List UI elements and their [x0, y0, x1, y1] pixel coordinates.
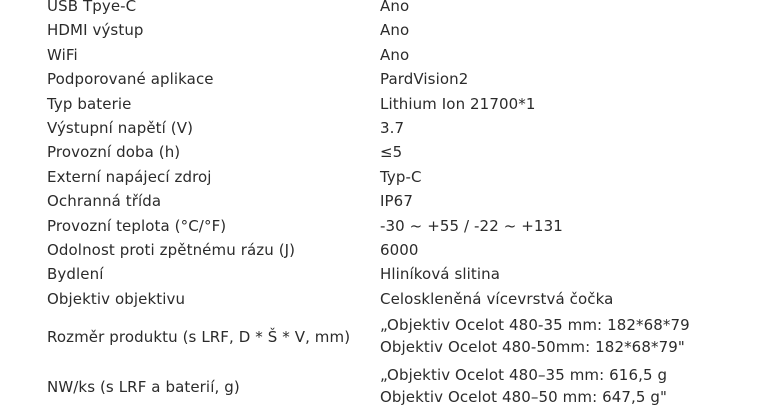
spec-label: Ochranná třída: [47, 192, 162, 211]
spec-value: [380, 361, 747, 411]
spec-row-recoil-resistance: [47, 238, 747, 262]
spec-row-battery-type: [47, 92, 747, 116]
spec-row-net-weight: [47, 361, 747, 411]
spec-label: Provozní teplota (°C/°F): [47, 216, 227, 235]
spec-value-line: Objektiv Ocelot 480-50mm: 182*68*79": [380, 338, 685, 357]
spec-value: Ano: [380, 0, 410, 15]
spec-row-product-dimensions: [47, 311, 747, 361]
spec-label: HDMI výstup: [47, 21, 144, 40]
spec-row-output-voltage: [47, 116, 747, 140]
spec-value: Celoskleněná vícevrstvá čočka: [380, 289, 614, 308]
spec-row-usb-type-c: [47, 0, 747, 18]
spec-value: 6000: [380, 241, 419, 260]
spec-value: ≤5: [380, 143, 403, 162]
spec-row-objective-lens: [47, 287, 747, 311]
spec-value: -30 ~ +55 / -22 ~ +131: [380, 216, 563, 235]
spec-row-operating-time: [47, 140, 747, 164]
spec-label: NW/ks (s LRF a baterií, g): [47, 378, 240, 397]
spec-value: 3.7: [380, 119, 405, 138]
spec-row-wifi: [47, 43, 747, 67]
spec-label: Odolnost proti zpětnému rázu (J): [47, 241, 296, 260]
spec-row-protection-class: [47, 189, 747, 213]
spec-label: Rozměr produktu (s LRF, D * Š * V, mm): [47, 328, 351, 347]
spec-value: [380, 311, 747, 361]
spec-label: Provozní doba (h): [47, 143, 181, 162]
spec-row-external-power: [47, 165, 747, 189]
spec-label: WiFi: [47, 45, 78, 64]
spec-row-housing: [47, 262, 747, 286]
spec-value: Ano: [380, 21, 410, 40]
spec-label: Podporované aplikace: [47, 70, 214, 89]
spec-label: Výstupní napětí (V): [47, 119, 194, 138]
spec-label: Typ baterie: [47, 94, 132, 113]
spec-value: Ano: [380, 45, 410, 64]
spec-label: Externí napájecí zdroj: [47, 167, 212, 186]
spec-row-supported-apps: [47, 67, 747, 91]
spec-value-line: „Objektiv Ocelot 480-35 mm: 182*68*79: [380, 316, 690, 335]
spec-value: IP67: [380, 192, 413, 211]
spec-label: Objektiv objektivu: [47, 289, 186, 308]
spec-value-line: Objektiv Ocelot 480–50 mm: 647,5 g": [380, 388, 668, 407]
spec-value-line: „Objektiv Ocelot 480–35 mm: 616,5 g: [380, 366, 668, 385]
spec-row-hdmi-output: [47, 18, 747, 42]
spec-label: USB Tpye-C: [47, 0, 137, 15]
spec-value: Typ-C: [380, 167, 422, 186]
spec-row-operating-temperature: [47, 214, 747, 238]
specifications-table: [47, 0, 747, 411]
spec-label: Bydlení: [47, 265, 104, 284]
spec-value: Hliníková slitina: [380, 265, 501, 284]
spec-value: Lithium Ion 21700*1: [380, 94, 536, 113]
spec-value: PardVision2: [380, 70, 469, 89]
